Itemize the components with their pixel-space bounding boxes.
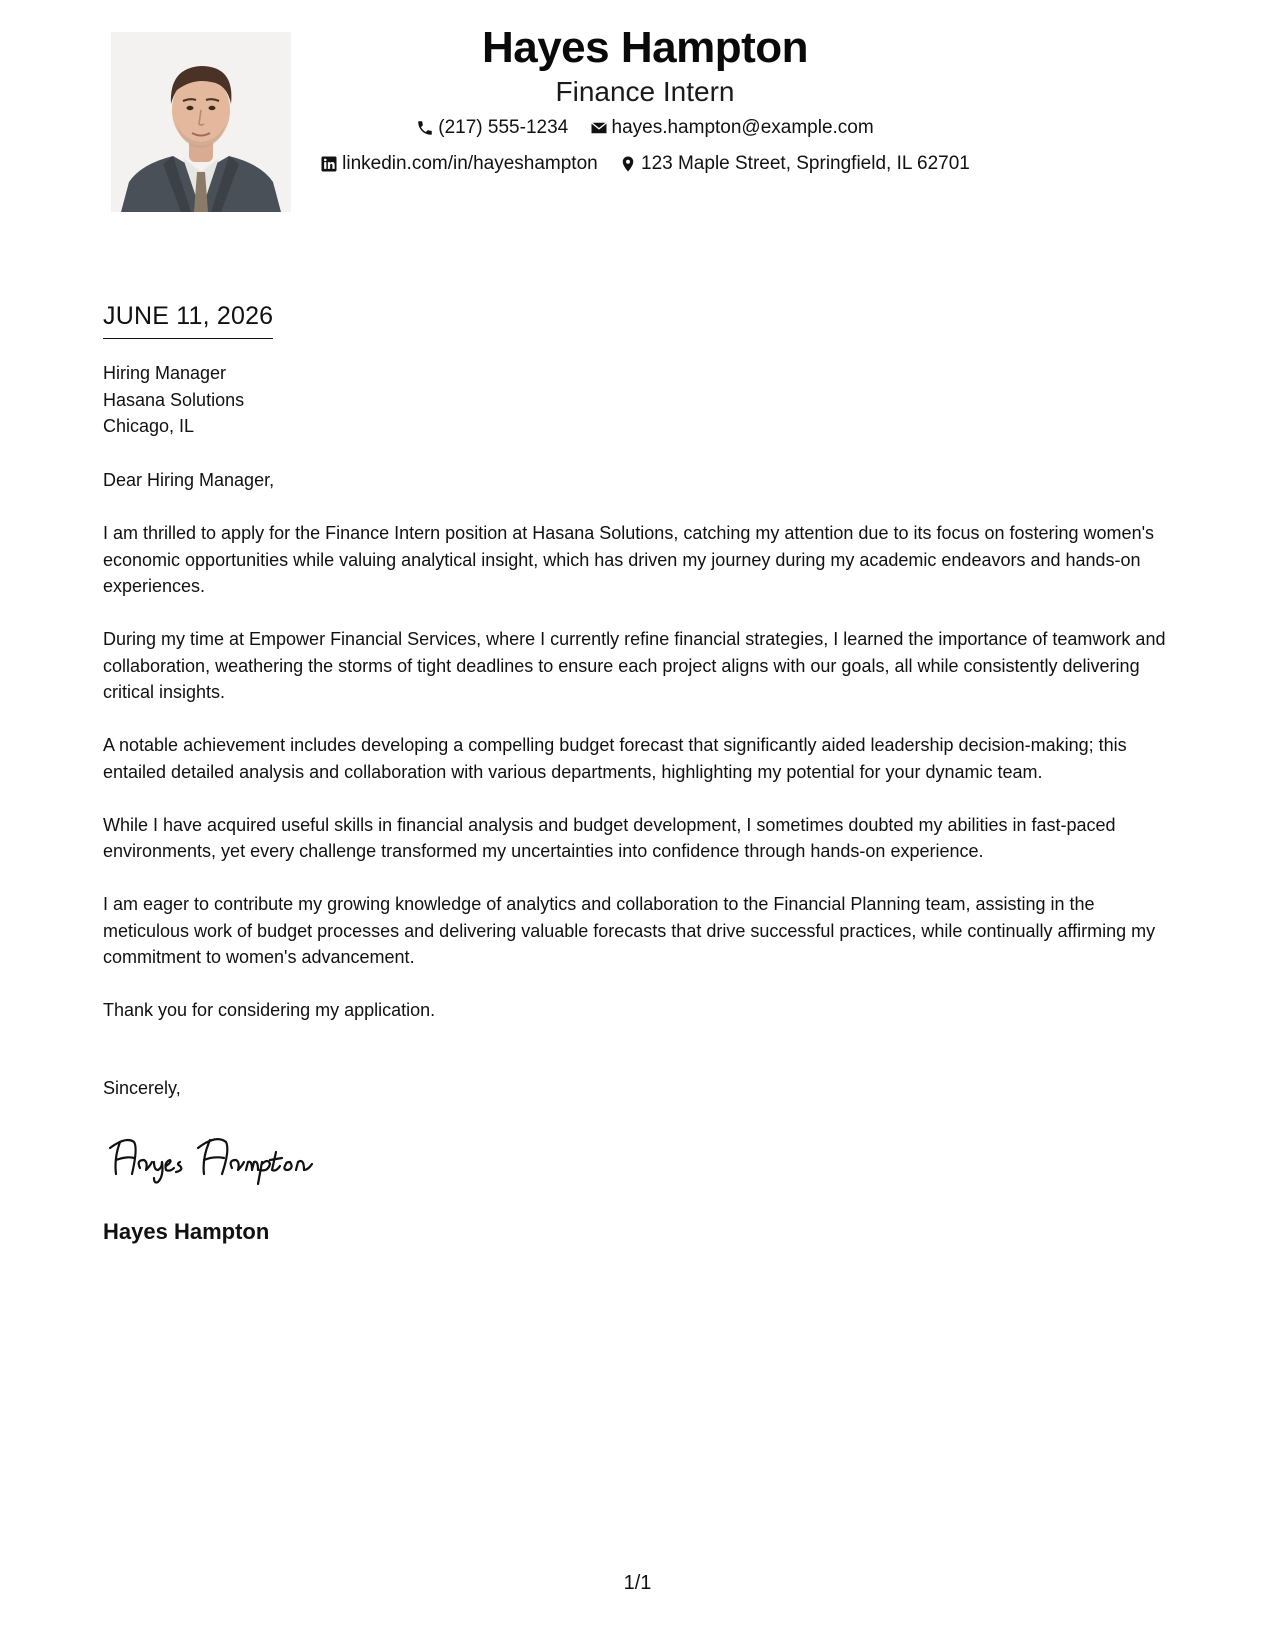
body-paragraph: A notable achievement includes developing a compelling budget forecast that significantly aided leadership decision-making; this entailed detailed analysis and collaboration with various departments, highlighting my potential for your dynamic team. <box>103 735 1127 782</box>
email-contact[interactable] <box>590 116 874 140</box>
phone-icon <box>416 119 434 137</box>
applicant-name: Hayes Hampton <box>481 23 809 72</box>
applicant-role: Finance Intern <box>555 76 735 107</box>
handwritten-signature <box>106 1128 376 1188</box>
phone-text: (217) 555-1234 <box>438 117 569 138</box>
envelope-icon <box>590 119 608 137</box>
body-paragraph: During my time at Empower Financial Services, where I currently refine financial strategies, I learned the importance of teamwork and collaboration, weathering the storms of tight deadlines to ensure each project aligns with our goals, all while consistently delivering critical insights. <box>103 629 1166 702</box>
address-contact <box>619 152 970 176</box>
map-pin-icon <box>619 155 637 173</box>
phone-contact[interactable] <box>416 116 568 140</box>
signed-name: Hayes Hampton <box>103 1219 270 1244</box>
letter-date: JUNE 11, 2026 <box>103 300 273 339</box>
contact-line-2 <box>300 152 990 180</box>
recipient-company: Hasana Solutions <box>103 389 245 410</box>
contact-line-1 <box>300 116 990 144</box>
body-paragraph: Thank you for considering my application. <box>103 1000 436 1020</box>
salutation: Dear Hiring Manager, <box>103 470 275 490</box>
page-number: 1/1 <box>623 1572 652 1594</box>
letter-header <box>300 20 990 180</box>
recipient-location: Chicago, IL <box>103 416 195 436</box>
closing: Sincerely, <box>103 1078 181 1098</box>
linkedin-contact[interactable] <box>320 152 598 176</box>
linkedin-icon <box>320 155 338 173</box>
profile-photo <box>111 32 291 212</box>
body-paragraph: I am thrilled to apply for the Finance Intern position at Hasana Solutions, catching my attention due to its focus on fostering women's economic opportunities while valuing analytical insight, which has driven my journey during my academic endeavors and hands-on experiences. <box>103 523 1155 596</box>
letter-body <box>103 467 1173 1050</box>
address-text: 123 Maple Street, Springfield, IL 62701 <box>641 153 970 174</box>
linkedin-text: linkedin.com/in/hayeshampton <box>342 153 598 174</box>
recipient-block <box>103 360 244 440</box>
body-paragraph: While I have acquired useful skills in financial analysis and budget development, I sometimes doubted my abilities in fast-paced environments, yet every challenge transformed my uncertainties into confidence through hands-on experience. <box>103 814 1116 861</box>
date-block <box>103 300 273 339</box>
recipient-title: Hiring Manager <box>103 363 227 383</box>
email-text: hayes.hampton@example.com <box>611 117 874 138</box>
body-paragraph: I am eager to contribute my growing knowledge of analytics and collaboration to the Financial Planning team, assisting in the meticulous work of budget processes and delivering valuable forecasts that drive successful practices, while continually affirming my commitment to women's advancement. <box>103 894 1156 967</box>
